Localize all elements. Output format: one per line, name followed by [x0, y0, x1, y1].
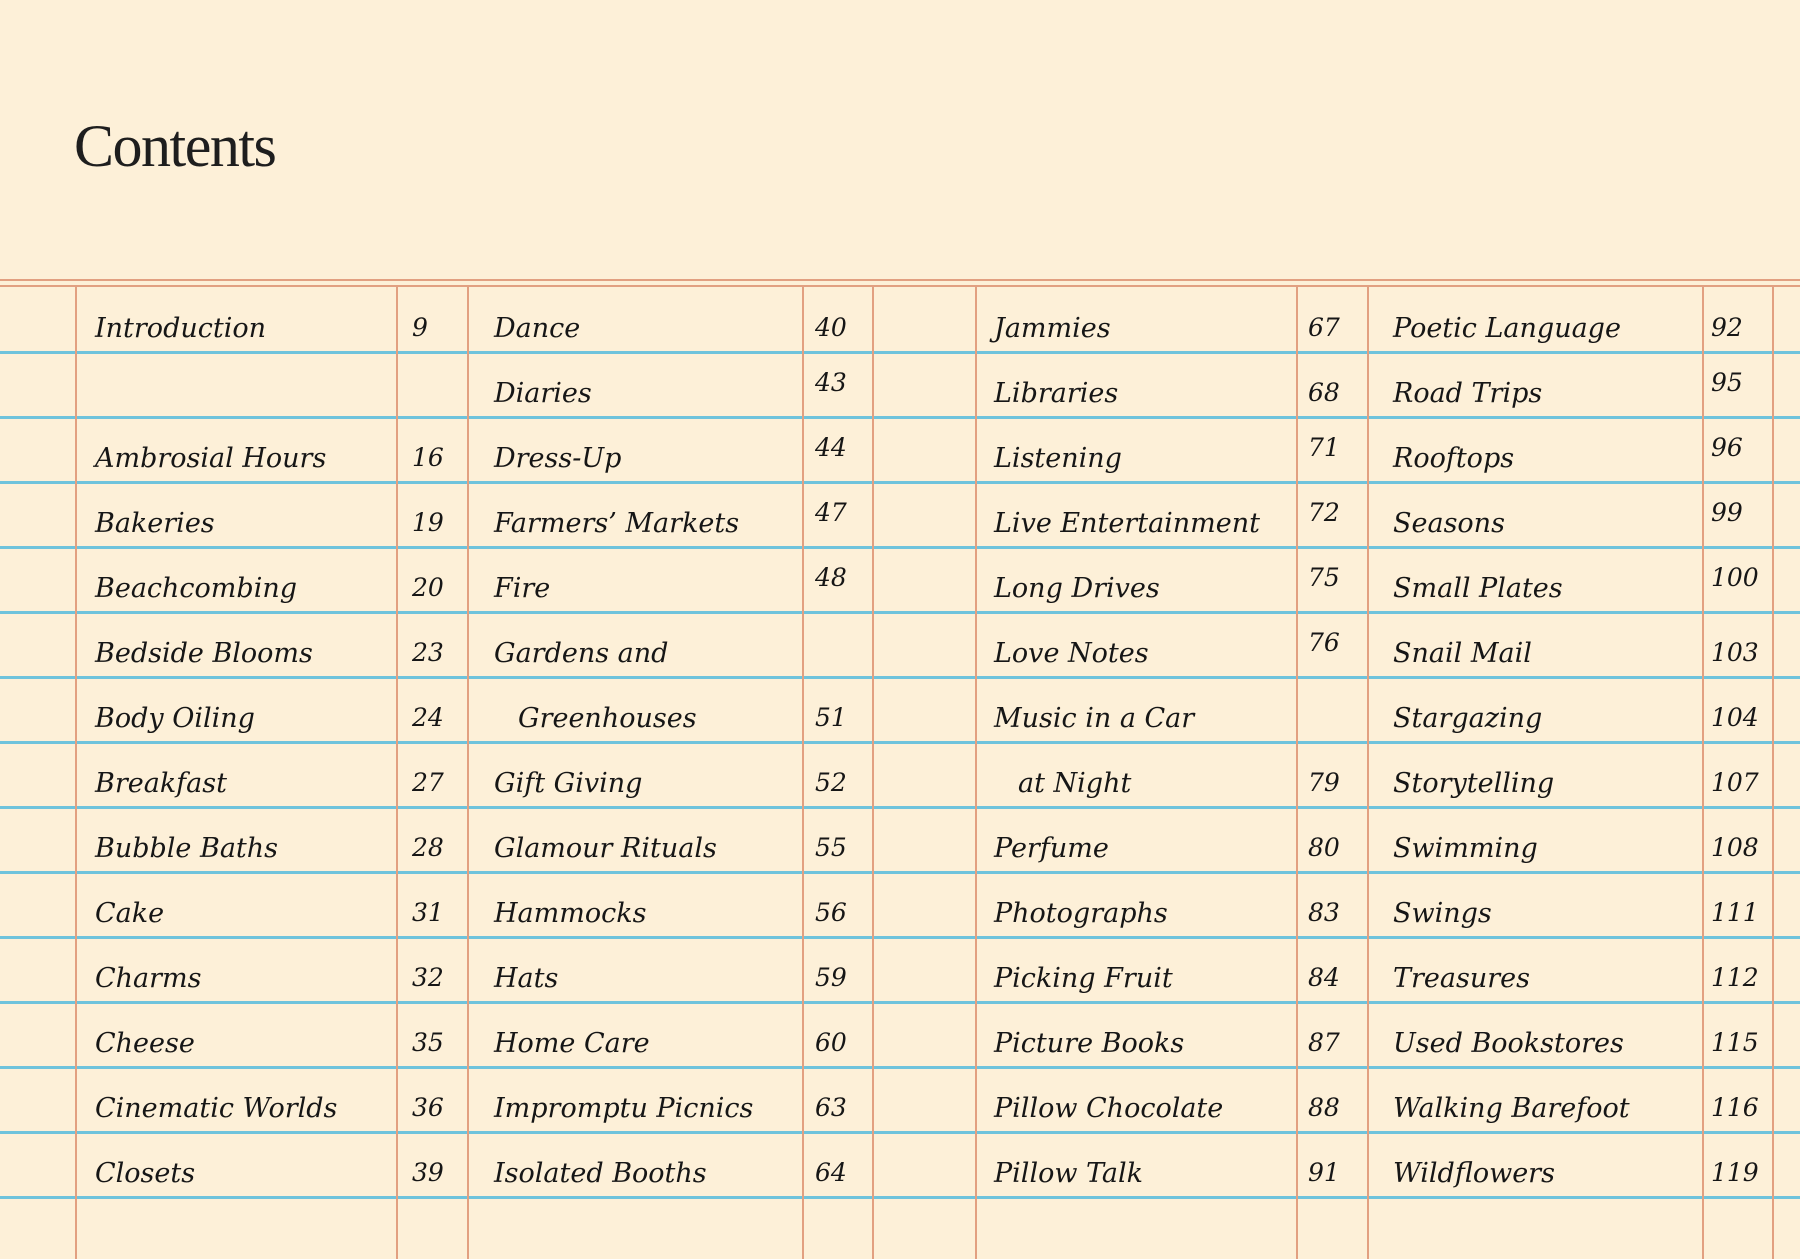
toc-entry-page: 44: [815, 433, 847, 462]
column-rule: [467, 287, 469, 1259]
ruled-line: [0, 546, 1800, 549]
toc-entry-page: 64: [815, 1158, 847, 1187]
toc-entry-title: Bakeries: [95, 508, 215, 539]
toc-entry-page: 40: [815, 313, 847, 342]
toc-entry-page: 36: [412, 1093, 444, 1122]
toc-entry-page: 104: [1711, 703, 1759, 732]
toc-entry-page: 112: [1711, 963, 1759, 992]
toc-entry-page: 19: [412, 508, 444, 537]
column-rule: [1772, 287, 1774, 1259]
toc-entry-title: Jammies: [994, 313, 1111, 344]
toc-entry-title: Dress-Up: [494, 443, 622, 474]
header-rule: [0, 285, 1800, 287]
ruled-line: [0, 481, 1800, 484]
toc-entry-title: Dance: [494, 313, 581, 344]
toc-entry-title: Home Care: [494, 1028, 650, 1059]
toc-entry-page: 111: [1711, 898, 1759, 927]
toc-entry-title: Cheese: [95, 1028, 195, 1059]
toc-entry-page: 100: [1711, 563, 1759, 592]
toc-entry-title: Storytelling: [1393, 768, 1555, 799]
toc-entry-title: Closets: [95, 1158, 196, 1189]
toc-entry-page: 31: [412, 898, 444, 927]
toc-entry-page: 99: [1711, 498, 1743, 527]
toc-entry-title: Cinematic Worlds: [95, 1093, 338, 1124]
toc-entry-title: at Night: [1018, 768, 1132, 799]
toc-entry-title: Snail Mail: [1393, 638, 1532, 669]
toc-entry-page: 47: [815, 498, 847, 527]
toc-entry-title: Wildflowers: [1393, 1158, 1555, 1189]
toc-entry-page: 67: [1308, 313, 1340, 342]
ruled-line: [0, 416, 1800, 419]
toc-entry-page: 80: [1308, 833, 1340, 862]
toc-entry-title: Hats: [494, 963, 559, 994]
toc-entry-title: Libraries: [994, 378, 1119, 409]
ruled-line: [0, 741, 1800, 744]
toc-entry-title: Listening: [994, 443, 1122, 474]
toc-entry-page: 71: [1308, 433, 1340, 462]
ruled-line: [0, 1196, 1800, 1199]
toc-entry-page: 24: [412, 703, 444, 732]
ruled-line: [0, 871, 1800, 874]
column-rule: [1367, 287, 1369, 1259]
toc-entry-title: Fire: [494, 573, 551, 604]
toc-entry-title: Cake: [95, 898, 165, 929]
toc-entry-page: 75: [1308, 563, 1340, 592]
toc-entry-title: Used Bookstores: [1393, 1028, 1624, 1059]
toc-entry-title: Treasures: [1393, 963, 1530, 994]
toc-entry-page: 48: [815, 563, 847, 592]
toc-entry-page: 28: [412, 833, 444, 862]
ruled-line: [0, 1131, 1800, 1134]
toc-entry-page: 88: [1308, 1093, 1340, 1122]
ruled-line: [0, 1001, 1800, 1004]
toc-entry-page: 39: [412, 1158, 444, 1187]
toc-entry-page: 96: [1711, 433, 1743, 462]
toc-entry-page: 20: [412, 573, 444, 602]
toc-entry-page: 59: [815, 963, 847, 992]
ruled-line: [0, 806, 1800, 809]
toc-entry-page: 115: [1711, 1028, 1759, 1057]
toc-entry-page: 108: [1711, 833, 1759, 862]
column-rule: [396, 287, 398, 1259]
toc-entry-title: Bubble Baths: [95, 833, 279, 864]
toc-entry-title: Bedside Blooms: [95, 638, 313, 669]
toc-entry-page: 43: [815, 368, 847, 397]
toc-entry-page: 91: [1308, 1158, 1340, 1187]
toc-entry-title: Swings: [1393, 898, 1492, 929]
ruled-line: [0, 1066, 1800, 1069]
toc-entry-title: Long Drives: [994, 573, 1160, 604]
toc-entry-page: 107: [1711, 768, 1759, 797]
toc-entry-page: 116: [1711, 1093, 1759, 1122]
toc-entry-title: Small Plates: [1393, 573, 1563, 604]
toc-entry-title: Swimming: [1393, 833, 1538, 864]
toc-entry-title: Road Trips: [1393, 378, 1543, 409]
toc-entry-page: 76: [1308, 628, 1340, 657]
toc-entry-page: 32: [412, 963, 444, 992]
column-rule: [1296, 287, 1298, 1259]
header-rule: [0, 279, 1800, 281]
column-rule: [75, 287, 77, 1259]
toc-entry-title: Greenhouses: [518, 703, 697, 734]
toc-entry-title: Love Notes: [994, 638, 1149, 669]
toc-entry-page: 103: [1711, 638, 1759, 667]
toc-entry-title: Gardens and: [494, 638, 669, 669]
toc-entry-page: 55: [815, 833, 847, 862]
toc-entry-title: Ambrosial Hours: [95, 443, 327, 474]
toc-entry-title: Stargazing: [1393, 703, 1543, 734]
toc-entry-page: 87: [1308, 1028, 1340, 1057]
toc-entry-title: Seasons: [1393, 508, 1505, 539]
toc-entry-page: 23: [412, 638, 444, 667]
toc-entry-page: 68: [1308, 378, 1340, 407]
toc-entry-title: Pillow Chocolate: [994, 1093, 1224, 1124]
toc-entry-title: Poetic Language: [1393, 313, 1621, 344]
toc-entry-title: Gift Giving: [494, 768, 643, 799]
toc-entry-page: 9: [412, 313, 428, 342]
toc-entry-title: Charms: [95, 963, 202, 994]
toc-entry-page: 95: [1711, 368, 1743, 397]
toc-entry-page: 83: [1308, 898, 1340, 927]
toc-entry-page: 51: [815, 703, 847, 732]
toc-entry-page: 16: [412, 443, 444, 472]
toc-entry-title: Diaries: [494, 378, 592, 409]
toc-entry-title: Introduction: [95, 313, 266, 344]
toc-entry-page: 52: [815, 768, 847, 797]
toc-entry-title: Farmers’ Markets: [494, 508, 740, 539]
toc-entry-page: 92: [1711, 313, 1743, 342]
toc-entry-title: Photographs: [994, 898, 1168, 929]
toc-entry-page: 79: [1308, 768, 1340, 797]
page-title: Contents: [74, 113, 276, 179]
column-rule: [1702, 287, 1704, 1259]
toc-entry-page: 60: [815, 1028, 847, 1057]
ruled-line: [0, 351, 1800, 354]
toc-entry-title: Beachcombing: [95, 573, 297, 604]
toc-entry-title: Rooftops: [1393, 443, 1515, 474]
toc-entry-title: Live Entertainment: [994, 508, 1261, 539]
toc-entry-page: 56: [815, 898, 847, 927]
toc-entry-title: Pillow Talk: [994, 1158, 1144, 1189]
toc-entry-title: Glamour Rituals: [494, 833, 717, 864]
toc-entry-title: Breakfast: [95, 768, 227, 799]
column-rule: [872, 287, 874, 1259]
toc-entry-page: 63: [815, 1093, 847, 1122]
column-rule: [802, 287, 804, 1259]
ruled-line: [0, 676, 1800, 679]
toc-entry-page: 27: [412, 768, 444, 797]
toc-entry-title: Picking Fruit: [994, 963, 1173, 994]
toc-entry-title: Body Oiling: [95, 703, 255, 734]
toc-entry-title: Picture Books: [994, 1028, 1185, 1059]
toc-entry-title: Music in a Car: [994, 703, 1195, 734]
toc-entry-page: 35: [412, 1028, 444, 1057]
column-rule: [975, 287, 977, 1259]
toc-entry-title: Isolated Booths: [494, 1158, 707, 1189]
toc-entry-title: Perfume: [994, 833, 1109, 864]
ruled-line: [0, 611, 1800, 614]
toc-entry-title: Hammocks: [494, 898, 647, 929]
toc-entry-page: 119: [1711, 1158, 1759, 1187]
toc-entry-title: Impromptu Picnics: [494, 1093, 754, 1124]
toc-entry-page: 84: [1308, 963, 1340, 992]
ruled-line: [0, 936, 1800, 939]
toc-entry-title: Walking Barefoot: [1393, 1093, 1630, 1124]
toc-entry-page: 72: [1308, 498, 1340, 527]
